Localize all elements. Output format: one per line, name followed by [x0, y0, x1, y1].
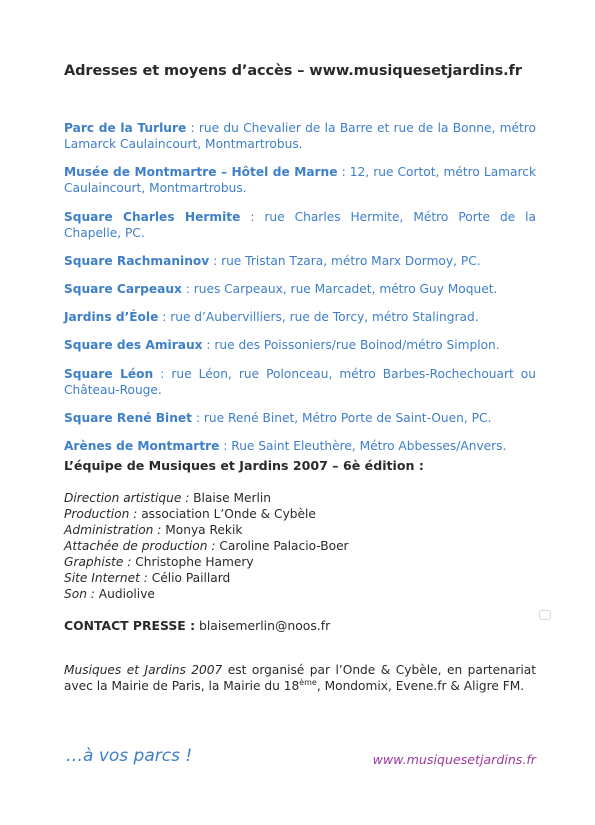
- venue-details: rue des Poissoniers/rue Boinod/métro Simplon.: [214, 338, 500, 353]
- ordinal-suffix: ème: [299, 678, 317, 688]
- venue-name: Square des Amiraux: [64, 338, 203, 353]
- venue-details: rue Tristan Tzara, métro Marx Dormoy, PC.: [221, 253, 481, 268]
- venue-details: Rue Saint Eleuthère, Métro Abbesses/Anvers.: [231, 438, 507, 453]
- venue-details: rue Charles Hermite, Métro Porte de la Chapelle, PC.: [64, 209, 536, 240]
- credit-line: [64, 554, 536, 570]
- organisation-text-a: est organisé par l’Onde & Cybèle, en partenariat avec la Mairie de Paris, la Mairie du 18: [64, 663, 536, 694]
- venue-item: Square Rachmaninov : rue Tristan Tzara, métro Marx Dormoy, PC.: [64, 253, 481, 268]
- venue-name: Jardins d’Éole: [64, 310, 159, 325]
- team-title: L’équipe de Musiques et Jardins 2007 – 6è édition :: [64, 458, 424, 473]
- venue-name: Parc de la Turlure: [64, 121, 187, 136]
- credit-person: Monya Rekik: [165, 523, 243, 537]
- venue-item: Square Carpeaux : rues Carpeaux, rue Marcadet, métro Guy Moquet.: [64, 281, 498, 296]
- credit-person: Caroline Palacio-Boer: [219, 539, 349, 553]
- event-name: Musiques et Jardins 2007: [64, 663, 223, 678]
- venue-details: rue du Chevalier de la Barre et rue de la Bonne, métro Lamarck Caulaincourt, Montmartrobus.: [64, 121, 536, 152]
- venue-name: Square Rachmaninov: [64, 253, 210, 268]
- press-contact: [64, 618, 330, 633]
- venue-item: Musée de Montmartre – Hôtel de Marne : 12, rue Cortot, métro Lamarck Caulaincourt, Montmartrobus.: [64, 165, 537, 196]
- tagline: …à vos parcs !: [66, 746, 193, 766]
- website-url[interactable]: www.musiquesetjardins.fr: [372, 752, 536, 767]
- venue-item: Square Léon : rue Léon, rue Polonceau, métro Barbes-Rochechouart ou Château-Rouge.: [64, 366, 536, 397]
- credit-role: Graphiste :: [64, 555, 132, 569]
- credit-line: [64, 570, 536, 586]
- credit-role: Administration :: [64, 523, 162, 537]
- venue-name: Square Léon: [64, 366, 154, 381]
- credits-list: [64, 490, 536, 602]
- credit-role: Attachée de production :: [64, 539, 216, 553]
- venue-item: Square des Amiraux : rue des Poissoniers/rue Boinod/métro Simplon.: [64, 338, 500, 353]
- credit-person: Christophe Hamery: [135, 555, 254, 569]
- credit-person: Blaise Merlin: [193, 491, 272, 505]
- venue-details: rue d’Aubervilliers, rue de Torcy, métro Stalingrad.: [170, 310, 479, 325]
- venue-item: Arènes de Montmartre : Rue Saint Eleuthère, Métro Abbesses/Anvers.: [64, 438, 507, 453]
- scan-mark: [539, 610, 551, 620]
- credit-role: Direction artistique :: [64, 491, 190, 505]
- credit-line: [64, 538, 536, 554]
- venue-details: rues Carpeaux, rue Marcadet, métro Guy Moquet.: [193, 281, 498, 296]
- press-label: CONTACT PRESSE :: [64, 618, 196, 633]
- credit-person: Célio Paillard: [151, 571, 231, 585]
- credit-line: [64, 522, 536, 538]
- credit-line: [64, 586, 536, 602]
- venue-item: Parc de la Turlure : rue du Chevalier de la Barre et rue de la Bonne, métro Lamarck Caulaincourt, Montmartrobus.: [64, 121, 536, 152]
- organisation-note: [64, 662, 536, 694]
- credit-line: [64, 506, 536, 522]
- press-email[interactable]: blaisemerlin@noos.fr: [199, 618, 331, 633]
- venue-name: Musée de Montmartre – Hôtel de Marne: [64, 165, 338, 180]
- venue-name: Square Carpeaux: [64, 281, 182, 296]
- venue-details: rue René Binet, Métro Porte de Saint-Ouen, PC.: [203, 410, 492, 425]
- credit-line: [64, 490, 536, 506]
- credit-person: Audiolive: [98, 587, 155, 601]
- venue-item: Square Charles Hermite : rue Charles Hermite, Métro Porte de la Chapelle, PC.: [64, 209, 536, 240]
- venue-name: Square Charles Hermite: [64, 209, 241, 224]
- credit-role: Production :: [64, 507, 138, 521]
- venue-item: Square René Binet : rue René Binet, Métro Porte de Saint-Ouen, PC.: [64, 410, 492, 425]
- venue-details: rue Léon, rue Polonceau, métro Barbes-Rochechouart ou Château-Rouge.: [64, 366, 536, 397]
- credit-person: association L’Onde & Cybèle: [141, 507, 316, 521]
- venue-name: Arènes de Montmartre: [64, 438, 220, 453]
- venue-list: [64, 108, 536, 462]
- credit-role: Site Internet :: [64, 571, 148, 585]
- credit-role: Son :: [64, 587, 95, 601]
- venue-details: 12, rue Cortot, métro Lamarck Caulaincourt, Montmartrobus.: [64, 165, 537, 196]
- organisation-text-b: , Mondomix, Evene.fr & Aligre FM.: [316, 679, 525, 694]
- venue-item: Jardins d’Éole : rue d’Aubervilliers, rue de Torcy, métro Stalingrad.: [64, 310, 479, 325]
- venue-name: Square René Binet: [64, 410, 192, 425]
- page-heading: Adresses et moyens d’accès – www.musiquesetjardins.fr: [64, 63, 522, 79]
